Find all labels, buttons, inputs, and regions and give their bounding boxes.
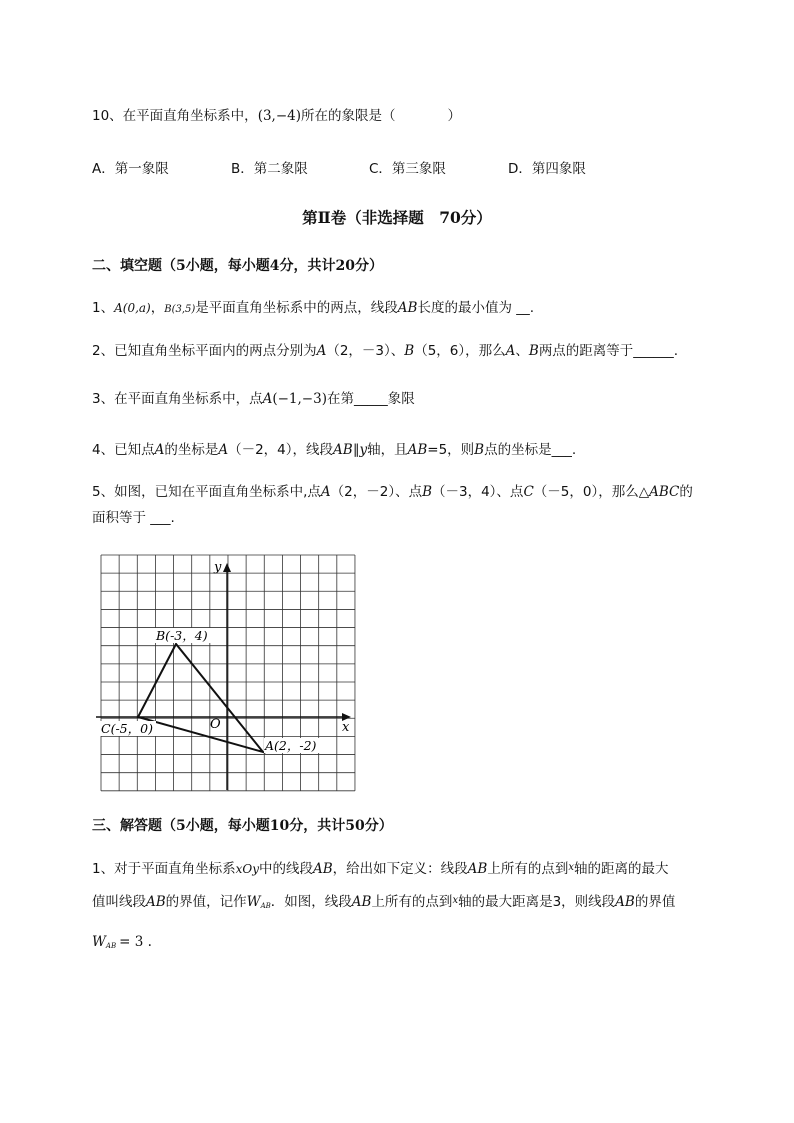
option-a[interactable]: A．第一象限	[92, 161, 169, 177]
question-text: 3、在平面直角坐标系中，点	[92, 391, 263, 407]
math-segment: AB	[333, 442, 353, 458]
origin-label: O	[210, 717, 221, 732]
question-text: 上所有的点到	[487, 861, 569, 877]
math-segment: AB	[615, 894, 635, 910]
math-var: A	[218, 442, 229, 458]
math-triangle: ABC	[649, 484, 680, 500]
separator: ，	[150, 300, 165, 316]
question-text: 值叫线段	[92, 894, 146, 910]
fill-question-2	[92, 341, 678, 361]
question-text: 2、已知直角坐标平面内的两点分别为	[92, 343, 317, 359]
math-segment: AB	[407, 442, 428, 458]
math-var: B	[528, 343, 539, 359]
question-text: 轴的距离的最大	[573, 861, 669, 877]
math-subscript: AB	[105, 942, 117, 950]
math-var: A	[262, 391, 273, 407]
question-text: 上所有的点到	[371, 894, 453, 910]
math-var: B	[474, 442, 485, 458]
question-text: ）	[447, 108, 462, 124]
question-number: 1、	[92, 300, 115, 316]
math-var: A	[154, 442, 165, 458]
triangle-abc	[138, 644, 263, 752]
question-text: 所在的象限是（	[301, 108, 396, 124]
question-text: 两点的距离等于______.	[538, 343, 679, 359]
math-var: A	[320, 484, 331, 500]
math-point: B(3,5)	[164, 304, 196, 315]
math-point: (−1,−3)	[272, 391, 327, 407]
option-c[interactable]: C．第三象限	[369, 161, 446, 177]
option-d[interactable]: D．第四象限	[508, 161, 586, 177]
question-text: （5，6），那么	[414, 343, 506, 359]
question-text: 的坐标是	[164, 442, 219, 458]
math-var: xOy	[235, 862, 259, 876]
question-10	[92, 106, 461, 126]
question-text: （－3，4）、点	[432, 484, 524, 500]
question-text: 轴的最大距离是3，则线段	[458, 894, 616, 910]
math-segment: AB	[146, 894, 166, 910]
question-text: （2，－3）、	[326, 343, 405, 359]
x-axis-label: x	[342, 720, 350, 735]
math-var: B	[404, 343, 415, 359]
math-var: C	[523, 484, 534, 500]
question-text: ，给出如下定义：线段	[332, 861, 468, 877]
math-var: x	[452, 895, 459, 906]
fill-question-1	[92, 298, 534, 320]
question-text: 10、在平面直角坐标系中，	[92, 108, 258, 124]
fill-question-5	[92, 482, 693, 502]
math-segment: AB	[312, 861, 333, 877]
question-text: = 3 .	[119, 934, 152, 950]
question-text: 的界值，记作	[165, 894, 247, 910]
math-var: A	[505, 343, 516, 359]
label-b: B(-3，4)	[156, 628, 208, 643]
math-var: W	[92, 934, 106, 950]
math-segment: AB	[397, 300, 418, 316]
label-c: C(-5，0)	[101, 721, 153, 736]
option-b[interactable]: B．第二象限	[231, 161, 308, 177]
question-text: 长度的最小值为 __.	[417, 300, 535, 316]
math-var: B	[422, 484, 432, 500]
math-segment: AB	[467, 861, 488, 877]
section-heading: 二、填空题（5小题，每小题4分，共计20分）	[92, 258, 383, 274]
question-text: =5，则	[427, 442, 475, 458]
math-var: A	[316, 343, 327, 359]
question-text: （2，－2）、点	[330, 484, 423, 500]
question-text: 1、对于平面直角坐标系	[92, 861, 236, 877]
math-var: W	[246, 894, 261, 910]
fill-question-5-line2: 面积等于 ___.	[92, 510, 175, 526]
y-axis-arrow	[223, 563, 231, 572]
section-heading: 三、解答题（5小题，每小题10分，共计50分）	[92, 818, 393, 834]
math-segment: AB	[351, 894, 372, 910]
math-subscript: AB	[260, 902, 271, 910]
question-text: 在第_____象限	[326, 391, 415, 407]
math-point: (3,−4)	[257, 108, 302, 124]
question-text: 5、如图，已知在平面直角坐标系中,点	[92, 484, 321, 500]
question-text: 的	[679, 484, 693, 500]
question-text: （－2，4），线段	[228, 442, 334, 458]
math-point: A(0,a)	[114, 301, 151, 315]
y-axis-label: y	[214, 560, 222, 575]
question-text: 轴，且	[367, 442, 408, 458]
grid-lines	[101, 555, 355, 791]
separator: 、	[515, 343, 529, 359]
answer-question-1	[92, 858, 668, 879]
question-text: 中的线段	[258, 861, 313, 877]
question-text: 是平面直角坐标系中的两点，线段	[195, 300, 398, 316]
question-text: 点的坐标是___.	[484, 442, 577, 458]
fill-question-3	[92, 389, 415, 409]
coordinate-figure	[96, 552, 356, 792]
label-a: A(2，-2)	[265, 738, 317, 753]
fill-question-4	[92, 440, 576, 460]
answer-question-1-line3	[92, 932, 152, 956]
question-text: 4、已知点	[92, 442, 155, 458]
question-text: 的界值	[634, 894, 676, 910]
math-var: y	[359, 442, 368, 458]
answer-question-1-line2	[92, 891, 675, 916]
part-title: 第Ⅱ卷（非选择题 70分）	[302, 208, 492, 227]
math-var: x	[568, 862, 574, 873]
parallel-symbol: ∥	[352, 442, 360, 458]
question-text: ．如图，线段	[270, 894, 352, 910]
question-text: （－5，0），那么△	[533, 484, 650, 500]
